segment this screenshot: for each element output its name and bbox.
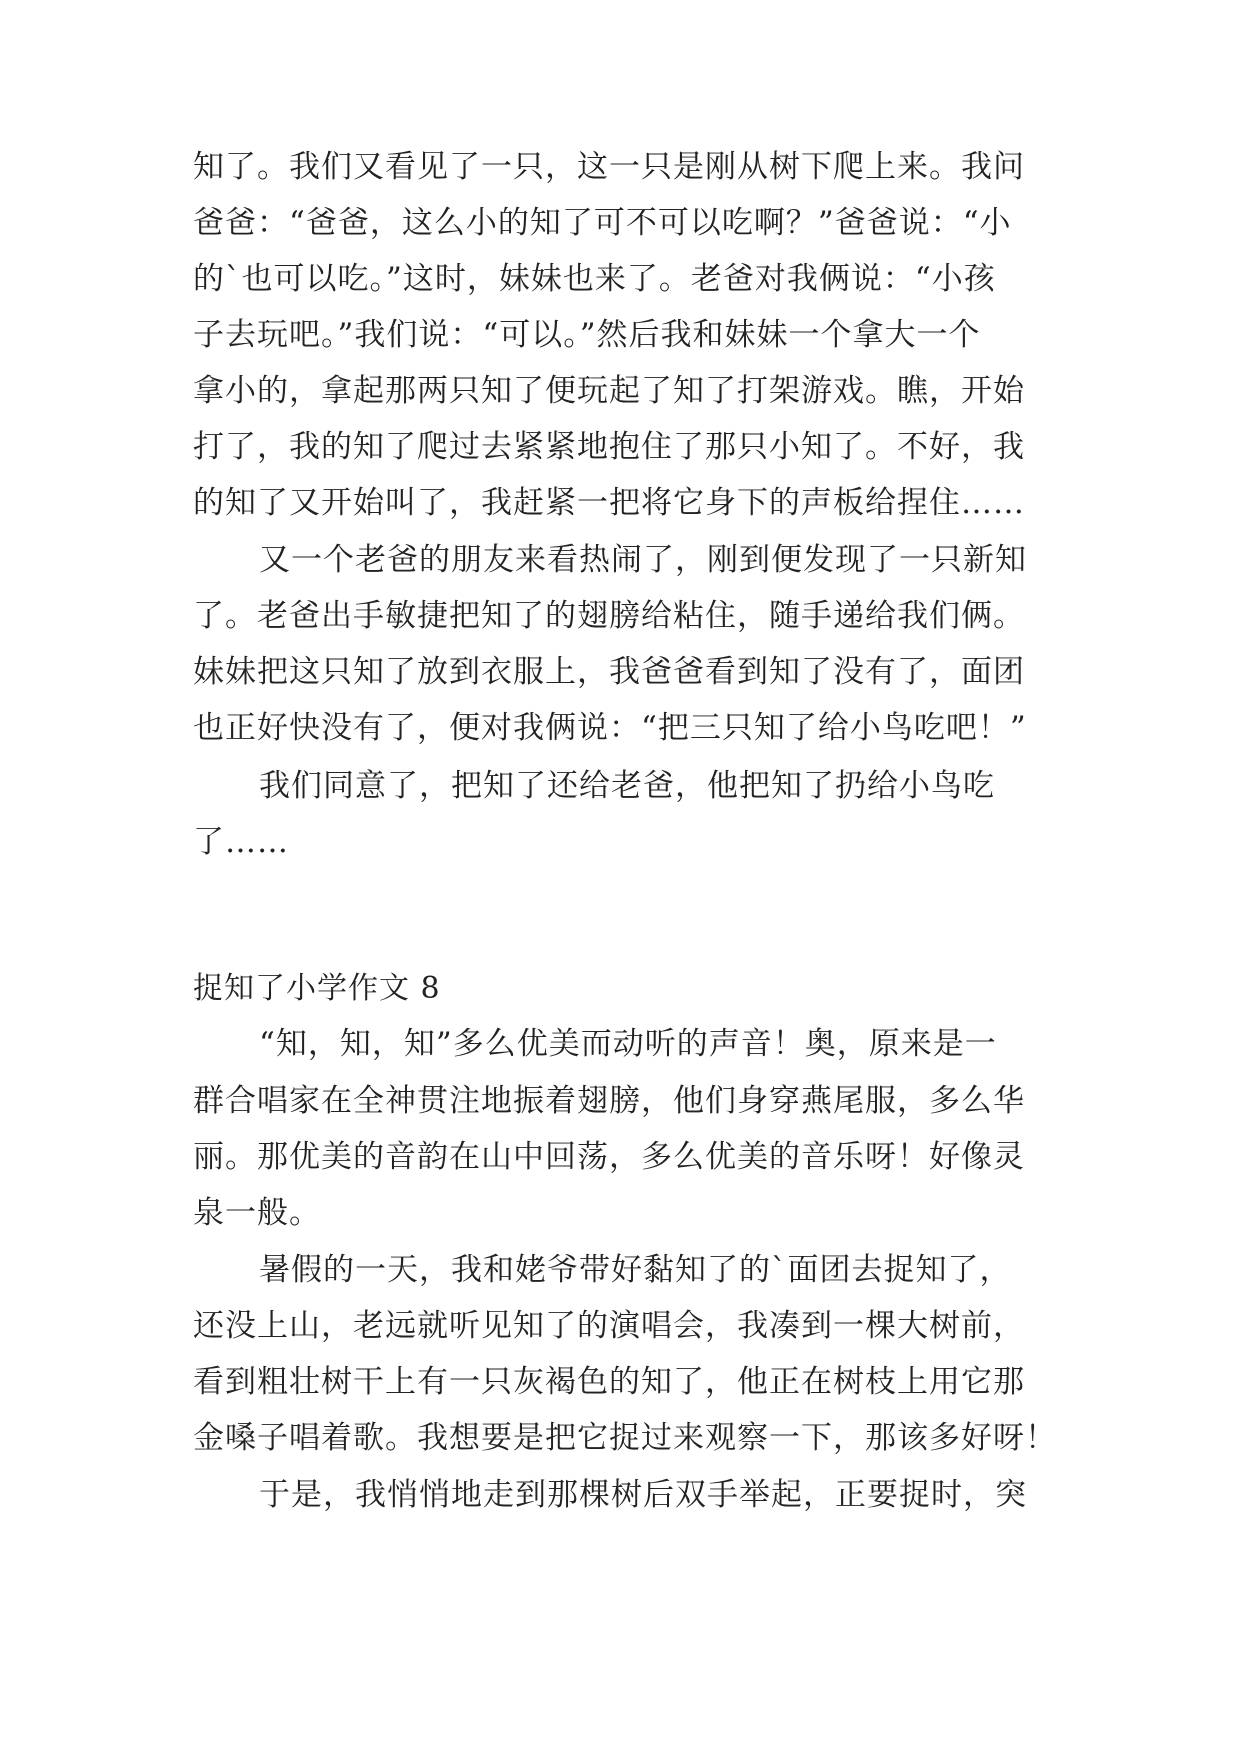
- paragraph-line: 子去玩吧。”我们说：“可以。”然后我和妹妹一个拿大一个: [193, 317, 981, 353]
- paragraph-line: 妹妹把这只知了放到衣服上，我爸爸看到知了没有了，面团: [193, 654, 1025, 690]
- paragraph-line: 爸爸：“爸爸，这么小的知了可不可以吃啊？”爸爸说：“小: [193, 205, 1012, 241]
- paragraph-line: 的知了又开始叫了，我赶紧一把将它身下的声板给捏住……: [193, 485, 1025, 521]
- paragraph-line: 泉一般。: [193, 1195, 321, 1231]
- paragraph-line: 的`也可以吃。”这时，妹妹也来了。老爸对我俩说：“小孩: [193, 261, 996, 297]
- paragraph-line: 打了，我的知了爬过去紧紧地抱住了那只小知了。不好，我: [193, 429, 1025, 465]
- paragraph-line: “知，知，知”多么优美而动听的声音！奥，原来是一: [259, 1026, 997, 1062]
- paragraph-line: 了……: [193, 824, 289, 860]
- paragraph-line: 看到粗壮树干上有一只灰褐色的知了，他正在树枝上用它那: [193, 1364, 1025, 1400]
- paragraph-line: 了。老爸出手敏捷把知了的翅膀给粘住，随手递给我们俩。: [193, 598, 1025, 634]
- paragraph-line: 群合唱家在全神贯注地振着翅膀，他们身穿燕尾服，多么华: [193, 1083, 1025, 1119]
- paragraph-line: 暑假的一天，我和姥爷带好黏知了的`面团去捉知了，: [259, 1252, 1012, 1288]
- paragraph-line: 又一个老爸的朋友来看热闹了，刚到便发现了一只新知: [259, 542, 1027, 578]
- paragraph-line: 于是，我悄悄地走到那棵树后双手举起，正要捉时，突: [259, 1477, 1027, 1513]
- paragraph-line: 拿小的，拿起那两只知了便玩起了知了打架游戏。瞧，开始: [193, 373, 1025, 409]
- paragraph-line: 也正好快没有了，便对我俩说：“把三只知了给小鸟吃吧！”: [193, 710, 1027, 746]
- paragraph-line: 还没上山，老远就听见知了的演唱会，我凑到一棵大树前，: [193, 1308, 1025, 1344]
- paragraph-line: 知了。我们又看见了一只，这一只是刚从树下爬上来。我问: [193, 149, 1025, 185]
- paragraph-line: 金嗓子唱着歌。我想要是把它捉过来观察一下，那该多好呀！: [193, 1420, 1057, 1456]
- paragraph-line: 丽。那优美的音韵在山中回荡，多么优美的音乐呀！好像灵: [193, 1139, 1025, 1175]
- paragraph-line: 我们同意了，把知了还给老爸，他把知了扔给小鸟吃: [259, 768, 995, 804]
- section-title: 捉知了小学作文 8: [193, 971, 441, 1006]
